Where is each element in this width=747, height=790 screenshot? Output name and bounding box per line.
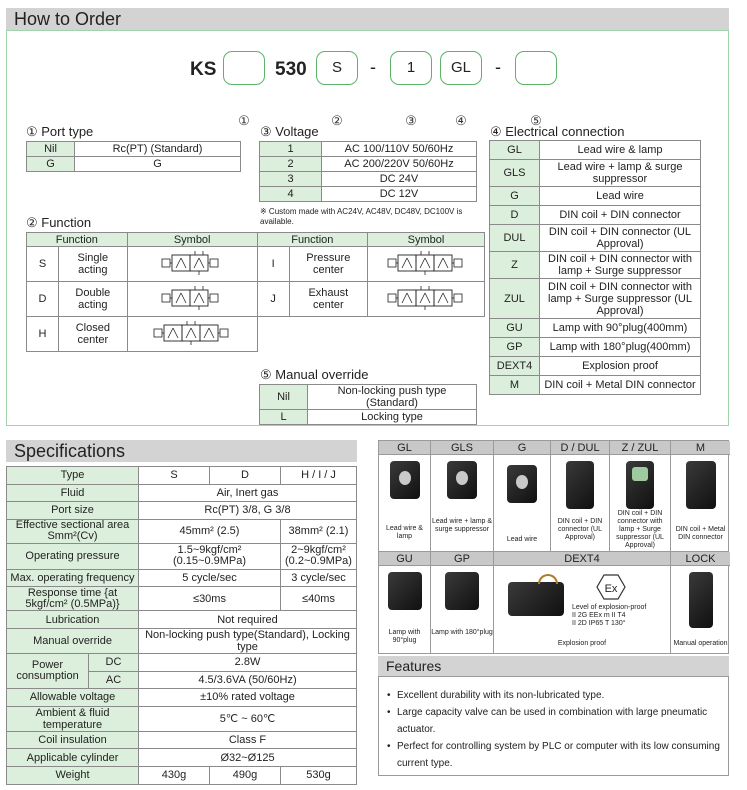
spec-value: 2~9kgf/cm² (0.2~0.9MPa) bbox=[281, 543, 357, 569]
table-cell: I bbox=[257, 247, 289, 282]
spec-value: ±10% rated voltage bbox=[139, 689, 357, 707]
table-row bbox=[27, 247, 485, 282]
table-cell: GLS bbox=[490, 160, 540, 187]
connector-card-lock bbox=[671, 552, 730, 654]
specifications-table bbox=[6, 466, 357, 785]
table-cell: H bbox=[27, 317, 59, 352]
table-cell: M bbox=[490, 376, 540, 395]
table-cell: Z bbox=[490, 252, 540, 279]
spec-value: Air, Inert gas bbox=[139, 484, 357, 502]
exhaust-center-symbol-icon bbox=[371, 284, 481, 314]
table-cell: DEXT4 bbox=[490, 357, 540, 376]
how-to-order-title: How to Order bbox=[6, 8, 729, 30]
table-cell: DC 24V bbox=[322, 172, 477, 187]
table-cell: Non-locking push type (Standard) bbox=[308, 385, 477, 410]
circled-number: ⑤ bbox=[530, 113, 542, 128]
table-cell: Lamp with 180°plug(400mm) bbox=[540, 338, 701, 357]
circled-number: ③ bbox=[405, 113, 417, 128]
connector-label: GU bbox=[379, 552, 430, 566]
table-cell: J bbox=[257, 282, 289, 317]
spec-label: Allowable voltage bbox=[7, 689, 139, 707]
table-cell: G bbox=[75, 157, 241, 172]
connector-card-g bbox=[494, 441, 551, 551]
table-cell: ZUL bbox=[490, 279, 540, 319]
connector-caption: Lead wire & lamp bbox=[386, 525, 423, 540]
spec-value: Ø32~Ø125 bbox=[139, 749, 357, 767]
features-list bbox=[379, 677, 728, 772]
spec-label: AC bbox=[89, 671, 139, 689]
spec-label: Response time {at 5kgf/cm² (0.5MPa)} bbox=[7, 587, 139, 611]
table-cell: Lead wire & lamp bbox=[540, 141, 701, 160]
table-cell: Nil bbox=[260, 385, 308, 410]
coil-lamp-icon bbox=[379, 455, 430, 499]
connector-card-dext4 bbox=[494, 552, 671, 654]
table-row bbox=[490, 376, 701, 395]
manual-override-table bbox=[259, 384, 477, 425]
connector-caption: Lamp with 90°plug bbox=[388, 629, 421, 644]
table-cell: Pressure center bbox=[289, 247, 367, 282]
table-row bbox=[490, 206, 701, 225]
table-row bbox=[7, 706, 357, 731]
spec-label: Power consumption bbox=[7, 653, 89, 688]
table-cell: Explosion proof bbox=[540, 357, 701, 376]
explosion-level-line: II 2G EEx m II T4 bbox=[572, 612, 626, 619]
table-cell: S bbox=[27, 247, 59, 282]
table-header: Symbol bbox=[127, 233, 257, 247]
explosion-level-line: II 2D IP65 T 130° bbox=[572, 620, 626, 627]
circled-number: ① bbox=[238, 113, 250, 128]
spec-value: D bbox=[209, 467, 280, 485]
table-cell: 3 bbox=[260, 172, 322, 187]
spec-label: Max. operating frequency bbox=[7, 569, 139, 587]
connector-label: DEXT4 bbox=[494, 552, 670, 566]
features-panel bbox=[378, 676, 729, 776]
table-cell: G bbox=[490, 187, 540, 206]
valve-symbol-cell bbox=[127, 247, 257, 282]
table-cell: DIN coil + DIN connector (UL Approval) bbox=[540, 225, 701, 252]
table-row bbox=[490, 338, 701, 357]
table-cell: Single acting bbox=[59, 247, 128, 282]
voltage-title: ③ Voltage bbox=[260, 124, 319, 139]
valve-symbol-cell bbox=[367, 282, 484, 317]
table-cell: Lead wire + lamp & surge suppressor bbox=[540, 160, 701, 187]
connector-card-z-zul bbox=[610, 441, 671, 551]
spec-label: Applicable cylinder bbox=[7, 749, 139, 767]
connector-caption: Explosion proof bbox=[557, 640, 607, 647]
code-dash: - bbox=[370, 57, 376, 77]
spec-label: Weight bbox=[7, 766, 139, 784]
din-connector-icon bbox=[551, 455, 609, 509]
table-header: Symbol bbox=[367, 233, 484, 247]
feature-item: • Excellent durability with its non-lubricated type. bbox=[397, 687, 720, 704]
connector-caption: DIN coil + Metal DIN connector bbox=[675, 526, 726, 541]
explosion-proof-coil-icon bbox=[508, 574, 568, 618]
plug-90-icon bbox=[379, 566, 430, 610]
function-title: ② Function bbox=[26, 215, 92, 230]
ex-mark-text: Ex bbox=[604, 583, 618, 595]
table-row bbox=[7, 731, 357, 749]
spec-label: Port size bbox=[7, 502, 139, 520]
table-row bbox=[27, 317, 485, 352]
spec-value: S bbox=[139, 467, 210, 485]
coil-icon bbox=[494, 455, 550, 503]
code-prefix: KS bbox=[190, 59, 217, 80]
code-model: 530 bbox=[275, 59, 307, 80]
connector-label: Z / ZUL bbox=[610, 441, 670, 455]
code-box-function: S bbox=[316, 51, 358, 85]
table-row bbox=[7, 611, 357, 629]
spec-value: Non-locking push type(Standard), Locking type bbox=[139, 628, 357, 653]
table-row bbox=[260, 142, 477, 157]
spec-value: 4.5/3.6VA (50/60Hz) bbox=[139, 671, 357, 689]
connector-caption: Manual operation bbox=[673, 640, 728, 647]
spec-label: Operating pressure bbox=[7, 543, 139, 569]
table-cell: DIN coil + Metal DIN connector bbox=[540, 376, 701, 395]
spec-value: Class F bbox=[139, 731, 357, 749]
valve-symbol-cell bbox=[367, 247, 484, 282]
connector-caption: DIN coil + DIN connector (UL Approval) bbox=[557, 518, 603, 541]
table-row bbox=[7, 766, 357, 784]
table-cell: D bbox=[490, 206, 540, 225]
connector-label: M bbox=[671, 441, 730, 455]
spec-label: DC bbox=[89, 653, 139, 671]
closed-center-symbol-icon bbox=[137, 319, 247, 349]
circled-number: ② bbox=[331, 113, 343, 128]
table-cell: DC 12V bbox=[322, 187, 477, 202]
table-cell: AC 100/110V 50/60Hz bbox=[322, 142, 477, 157]
spec-label: Fluid bbox=[7, 484, 139, 502]
table-cell: 2 bbox=[260, 157, 322, 172]
table-row bbox=[490, 225, 701, 252]
plug-180-icon bbox=[431, 566, 493, 610]
table-cell: DIN coil + DIN connector with lamp + Surge suppressor bbox=[540, 252, 701, 279]
table-row bbox=[7, 569, 357, 587]
table-row bbox=[7, 502, 357, 520]
spec-label: Manual override bbox=[7, 628, 139, 653]
table-cell: GP bbox=[490, 338, 540, 357]
table-row bbox=[27, 282, 485, 317]
ex-mark-icon bbox=[596, 574, 626, 600]
table-row bbox=[27, 157, 241, 172]
table-cell: 4 bbox=[260, 187, 322, 202]
connector-pictures-panel bbox=[378, 440, 729, 654]
table-row bbox=[490, 279, 701, 319]
spec-value: 530g bbox=[281, 766, 357, 784]
table-cell: GU bbox=[490, 319, 540, 338]
table-cell: DUL bbox=[490, 225, 540, 252]
connector-card-m bbox=[671, 441, 730, 551]
spec-label: Lubrication bbox=[7, 611, 139, 629]
table-row bbox=[260, 157, 477, 172]
specifications-title: Specifications bbox=[6, 440, 357, 462]
valve-symbol-cell bbox=[127, 282, 257, 317]
single-acting-symbol-icon bbox=[142, 249, 242, 279]
spec-label: Coil insulation bbox=[7, 731, 139, 749]
connector-card-gu bbox=[379, 552, 431, 654]
spec-value: 430g bbox=[139, 766, 210, 784]
table-cell: Closed center bbox=[59, 317, 128, 352]
code-box-port bbox=[223, 51, 265, 85]
feature-item: • Large capacity valve can be used in combination with large pneumatic actuator. bbox=[397, 704, 720, 738]
spec-value: Not required bbox=[139, 611, 357, 629]
table-cell: 1 bbox=[260, 142, 322, 157]
connector-caption: Lead wire bbox=[506, 536, 538, 543]
table-row bbox=[260, 187, 477, 202]
spec-label: Ambient & fluid temperature bbox=[7, 706, 139, 731]
table-cell: GL bbox=[490, 141, 540, 160]
table-row bbox=[7, 587, 357, 611]
connector-label: G bbox=[494, 441, 550, 455]
table-row bbox=[7, 628, 357, 653]
spec-value: Rc(PT) 3/8, G 3/8 bbox=[139, 502, 357, 520]
table-row bbox=[7, 689, 357, 707]
table-row bbox=[490, 187, 701, 206]
function-table bbox=[26, 232, 485, 352]
circled-number: ④ bbox=[455, 113, 467, 128]
table-row bbox=[7, 653, 357, 671]
table-row bbox=[7, 519, 357, 543]
table-row bbox=[260, 385, 477, 410]
connector-caption: Lead wire + lamp & surge suppressor bbox=[431, 518, 493, 533]
table-cell: G bbox=[27, 157, 75, 172]
table-cell: Lamp with 90°plug(400mm) bbox=[540, 319, 701, 338]
voltage-table bbox=[259, 141, 477, 202]
features-title: Features bbox=[378, 656, 729, 676]
table-cell: DIN coil + DIN connector bbox=[540, 206, 701, 225]
spec-value: 5℃ ~ 60℃ bbox=[139, 706, 357, 731]
code-box-voltage: 1 bbox=[390, 51, 432, 85]
connector-card-d-dul bbox=[551, 441, 610, 551]
manual-lock-icon bbox=[671, 566, 730, 628]
table-header-row bbox=[27, 233, 485, 247]
voltage-note: ※ Custom made with AC24V, AC48V, DC48V, DC100V is available. bbox=[260, 207, 463, 226]
table-header: Function bbox=[257, 233, 367, 247]
code-dash: - bbox=[495, 57, 501, 77]
table-row bbox=[7, 749, 357, 767]
table-cell: Nil bbox=[27, 142, 75, 157]
table-cell: Rc(PT) (Standard) bbox=[75, 142, 241, 157]
connector-label: LOCK bbox=[671, 552, 730, 566]
connector-label: GL bbox=[379, 441, 430, 455]
connector-label: D / DUL bbox=[551, 441, 609, 455]
port-type-table bbox=[26, 141, 241, 172]
how-to-order-panel bbox=[6, 30, 729, 426]
metal-din-connector-icon bbox=[671, 455, 730, 509]
connector-card-gl bbox=[379, 441, 431, 551]
spec-value: 1.5~9kgf/cm² (0.15~0.9MPa) bbox=[139, 543, 281, 569]
table-row bbox=[27, 142, 241, 157]
table-row bbox=[490, 160, 701, 187]
table-cell: Locking type bbox=[308, 410, 477, 425]
table-row bbox=[490, 319, 701, 338]
spec-value: 38mm² (2.1) bbox=[281, 519, 357, 543]
connector-label: GLS bbox=[431, 441, 493, 455]
manual-override-title: ⑤ Manual override bbox=[260, 367, 369, 382]
code-box-electrical: GL bbox=[440, 51, 482, 85]
table-row bbox=[490, 252, 701, 279]
order-code bbox=[7, 51, 728, 128]
table-row bbox=[490, 141, 701, 160]
table-cell: Lead wire bbox=[540, 187, 701, 206]
spec-label: Type bbox=[7, 467, 139, 485]
feature-item: • Perfect for controlling system by PLC or computer with its low consuming current type. bbox=[397, 738, 720, 772]
table-cell: AC 200/220V 50/60Hz bbox=[322, 157, 477, 172]
port-type-title: ① Port type bbox=[26, 124, 94, 139]
spec-value: 5 cycle/sec bbox=[139, 569, 281, 587]
spec-value: 45mm² (2.5) bbox=[139, 519, 281, 543]
table-cell: Exhaust center bbox=[289, 282, 367, 317]
connector-card-gls bbox=[431, 441, 494, 551]
explosion-level-info bbox=[572, 604, 668, 628]
explosion-level-title: Level of explosion-proof bbox=[572, 604, 647, 611]
table-row bbox=[490, 357, 701, 376]
din-connector-lamp-icon bbox=[610, 455, 670, 509]
spec-value: ≤30ms bbox=[139, 587, 281, 611]
electrical-connection-title: ④ Electrical connection bbox=[490, 124, 625, 139]
table-row bbox=[7, 484, 357, 502]
pressure-center-symbol-icon bbox=[371, 249, 481, 279]
connector-caption: DIN coil + DIN connector with lamp + Surge suppressor (UL Approval) bbox=[616, 510, 664, 549]
spec-value: ≤40ms bbox=[281, 587, 357, 611]
code-box-manual bbox=[515, 51, 557, 85]
electrical-connection-table bbox=[489, 140, 701, 395]
spec-value: 2.8W bbox=[139, 653, 357, 671]
coil-lamp-icon bbox=[431, 455, 493, 499]
table-row bbox=[260, 410, 477, 425]
table-row bbox=[7, 467, 357, 485]
connector-caption: Lamp with 180°plug bbox=[431, 629, 493, 636]
spec-label: Effective sectional area Smm²(Cv) bbox=[7, 519, 139, 543]
table-cell: DIN coil + DIN connector with lamp + Surge suppressor (UL Approval) bbox=[540, 279, 701, 319]
table-cell: Double acting bbox=[59, 282, 128, 317]
table-row bbox=[7, 543, 357, 569]
table-header: Function bbox=[27, 233, 128, 247]
valve-symbol-cell bbox=[127, 317, 257, 352]
spec-value: 490g bbox=[209, 766, 280, 784]
spec-value: H / I / J bbox=[281, 467, 357, 485]
table-row bbox=[260, 172, 477, 187]
table-cell: D bbox=[27, 282, 59, 317]
connector-label: GP bbox=[431, 552, 493, 566]
table-cell: L bbox=[260, 410, 308, 425]
double-acting-symbol-icon bbox=[142, 284, 242, 314]
connector-card-gp bbox=[431, 552, 494, 654]
spec-value: 3 cycle/sec bbox=[281, 569, 357, 587]
